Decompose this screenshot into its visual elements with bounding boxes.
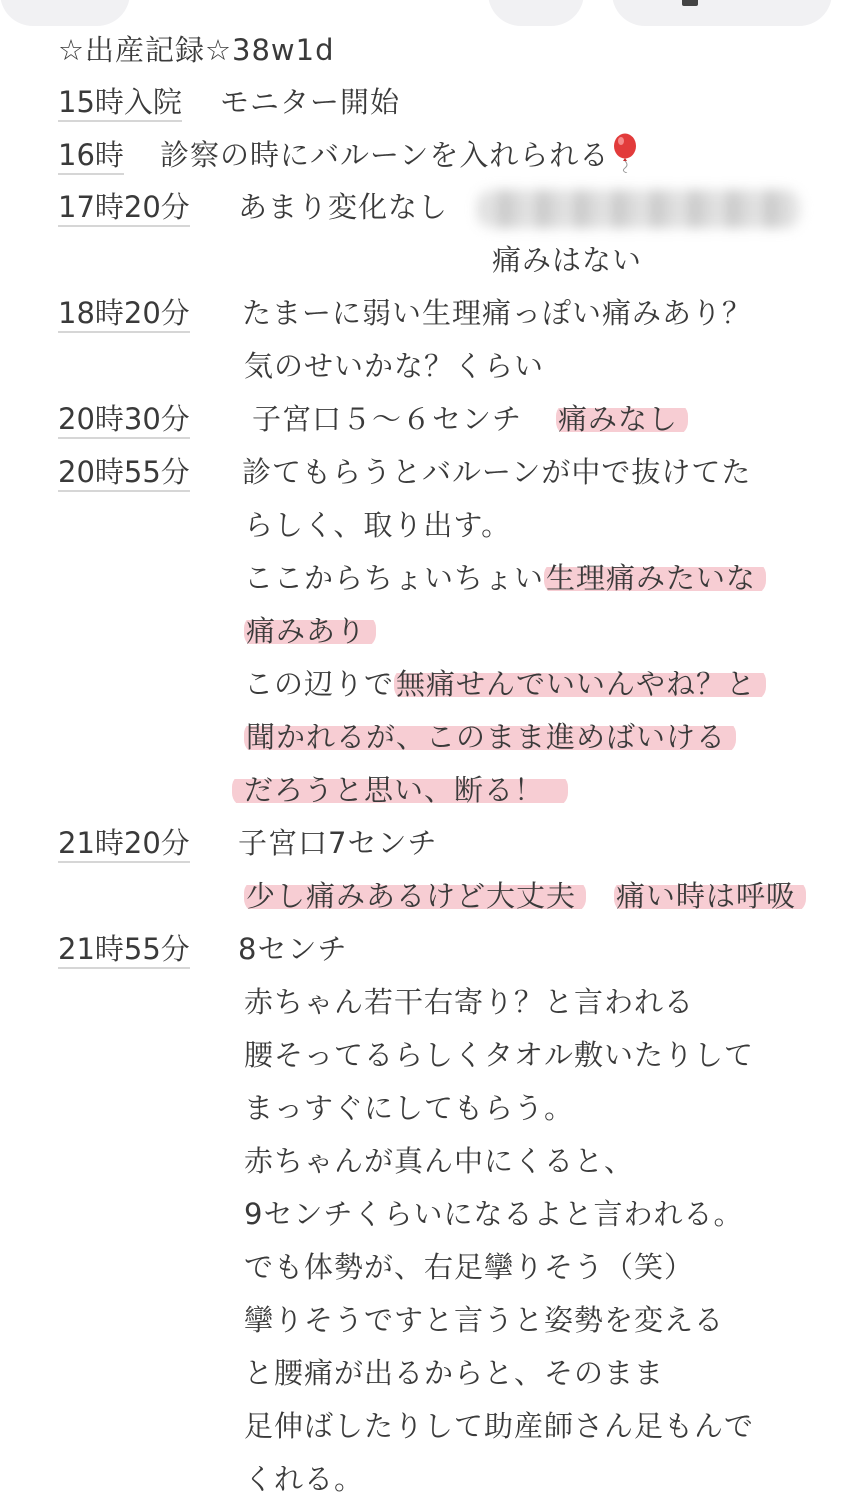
entry-text: 子宮口7センチ: [238, 826, 438, 860]
entry-text-highlight: [232, 772, 568, 808]
highlight-span: 痛みあり: [244, 614, 376, 648]
highlight-span: 痛い時は呼吸: [614, 879, 806, 913]
entry-text: 足伸ばしたりして助産師さん足もんで: [244, 1409, 755, 1443]
entry-text-highlight: [556, 401, 688, 437]
top-left-button[interactable]: [0, 0, 130, 26]
entry-time: 15時入院: [58, 84, 182, 122]
redacted-text-blur: [478, 190, 800, 228]
highlight-span: 痛みなし: [556, 402, 688, 436]
entry-text: でも体勢が、右足攣りそう（笑）: [244, 1250, 695, 1284]
entry-text: あまり変化なし: [238, 190, 449, 224]
top-middle-button[interactable]: [488, 0, 584, 26]
entry-time: 21時55分: [58, 931, 190, 969]
entry-text: くれる。: [244, 1462, 365, 1496]
highlight-span: 少し痛みあるけど大丈夫: [244, 879, 586, 913]
entry-text: 8センチ: [238, 932, 348, 966]
entry-text-content: ここからちょいちょい: [244, 561, 545, 595]
entry-text: [160, 137, 637, 173]
entry-text: 赤ちゃん若干右寄り？と言われる: [244, 985, 695, 1019]
entry-text: モニター開始: [220, 85, 401, 119]
share-icon: [682, 0, 698, 6]
entry-text-content: この辺りで: [244, 667, 395, 701]
entry-text: [244, 560, 766, 596]
entry-text-content: 診察の時にバルーンを入れられる: [160, 138, 610, 172]
entry-text: たまーに弱い生理痛っぽい痛みあり？: [242, 296, 753, 330]
top-right-button[interactable]: [612, 0, 832, 26]
entry-text-highlight: [244, 719, 736, 755]
entry-text: 子宮口５～６センチ: [252, 402, 523, 436]
entry-text: [244, 666, 766, 702]
entry-time: 20時30分: [58, 401, 190, 439]
highlight-span: 生理痛みたいな: [544, 561, 766, 595]
entry-text-highlight: [244, 613, 376, 649]
balloon-icon: [611, 139, 637, 169]
entry-time: 18時20分: [58, 295, 190, 333]
entry-text: 赤ちゃんが真ん中にくると、: [244, 1144, 635, 1178]
highlight-span: 聞かれるが、このまま進めばいける: [244, 720, 736, 754]
entry-text-highlight: [244, 878, 586, 914]
entry-text: と腰痛が出るからと、そのまま: [244, 1356, 665, 1390]
entry-time: 20時55分: [58, 454, 190, 492]
entry-text: 気のせいかな？くらい: [244, 349, 545, 383]
entry-text: まっすぐにしてもらう。: [244, 1091, 575, 1125]
entry-text: 診てもらうとバルーンが中で抜けてた: [242, 455, 752, 489]
entry-text: 腰そってるらしくタオル敷いたりして: [244, 1038, 755, 1072]
entry-text: 痛みはない: [492, 243, 643, 277]
entry-text: 9センチくらいになるよと言われる。: [244, 1197, 744, 1231]
entry-time: 21時20分: [58, 825, 190, 863]
entry-text-highlight: [614, 878, 806, 914]
highlight-span: 無痛せんでいいんやね？と: [394, 667, 766, 701]
page-title: ☆出産記録☆38w1d: [58, 33, 335, 67]
entry-text: 攣りそうですと言うと姿勢を変える: [244, 1303, 725, 1337]
entry-text: らしく、取り出す。: [244, 508, 512, 542]
entry-time: 17時20分: [58, 189, 190, 227]
highlight-span: だろうと思い、断る！: [232, 773, 568, 807]
entry-time: 16時: [58, 137, 124, 175]
